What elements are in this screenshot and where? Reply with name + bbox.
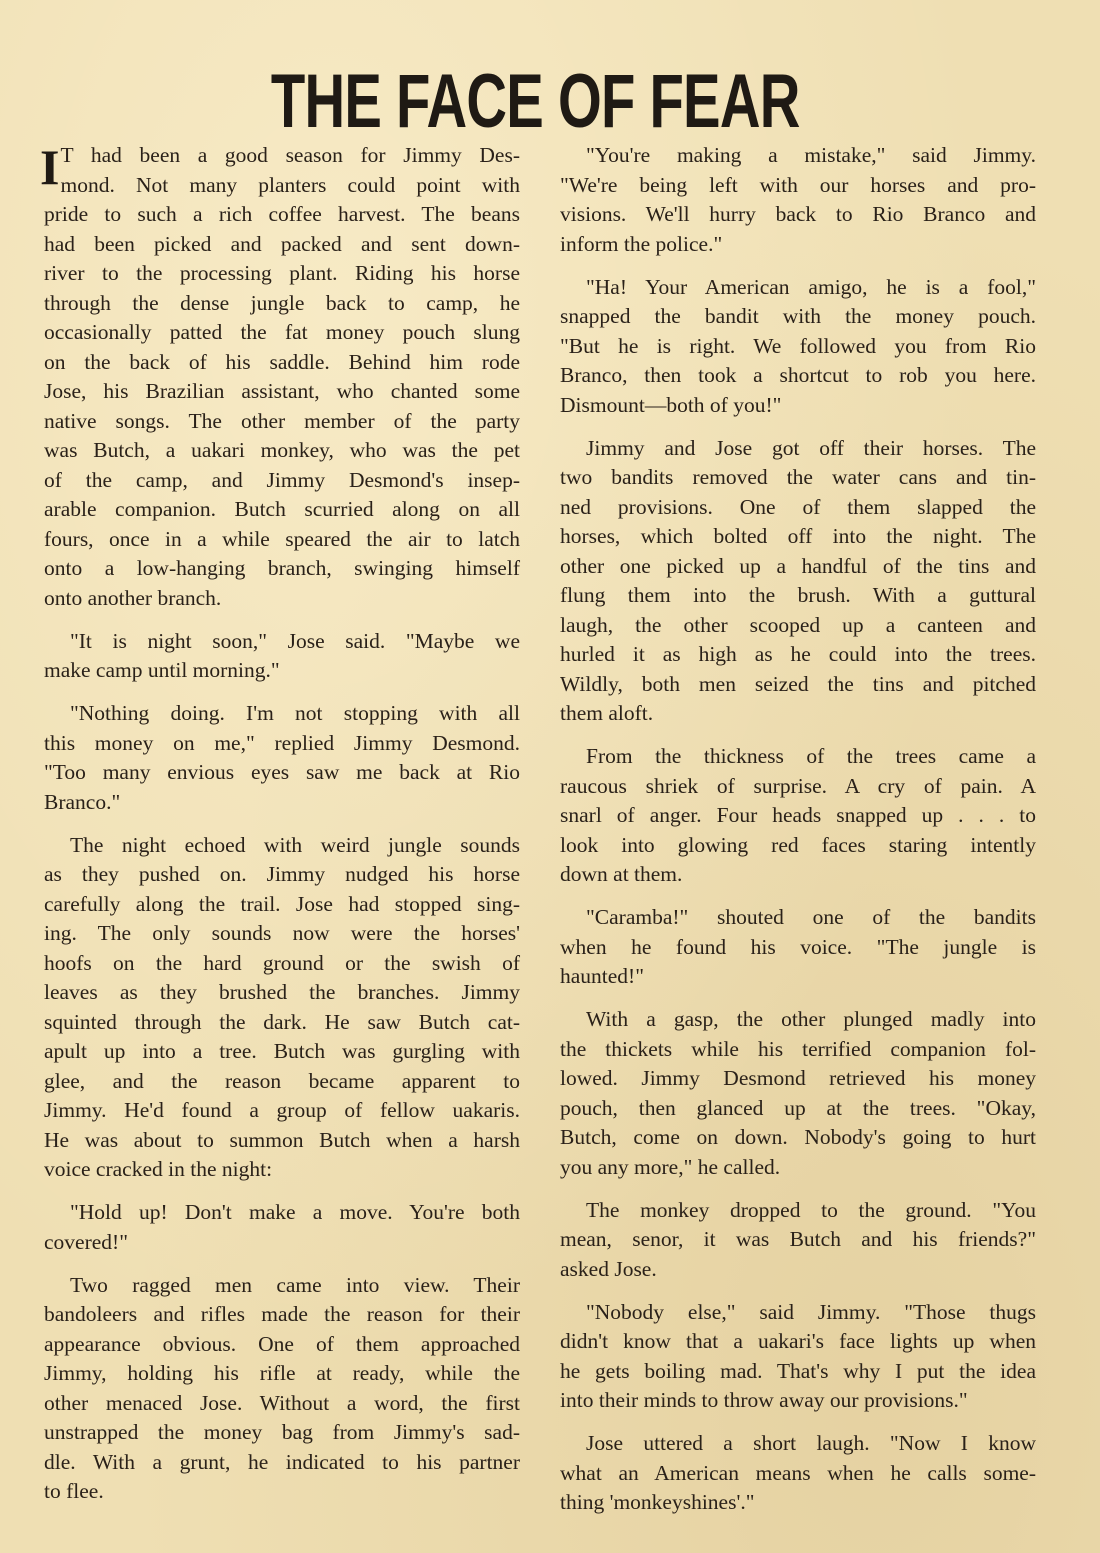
text-line: of the camp, and Jimmy Desmond's insep-	[44, 467, 520, 492]
text-line: Jimmy, holding his rifle at ready, while the	[44, 1361, 520, 1385]
text-line: through the dense jungle back to camp, he	[44, 290, 520, 315]
text-line: lowed. Jimmy Desmond retrieved his money	[560, 1066, 1036, 1090]
story-paragraph	[560, 903, 1036, 992]
text-line: on the back of his saddle. Behind him rode	[44, 349, 520, 374]
text-line: "Hold up! Don't make a move. You're both	[70, 1200, 520, 1224]
text-line: other menaced Jose. Without a word, the first	[44, 1390, 520, 1415]
text-line: native songs. The other member of the party	[44, 408, 520, 433]
text-line: mond. Not many planters could point with	[60, 172, 520, 197]
text-line: make camp until morning."	[44, 658, 280, 682]
text-line: look into glowing red faces staring intently	[560, 832, 1036, 857]
text-line: ned provisions. One of them slapped the	[560, 494, 1036, 519]
text-line: covered!"	[44, 1229, 128, 1254]
left-text-column	[40, 139, 520, 1520]
text-line: "You're making a mistake," said Jimmy.	[586, 143, 1036, 167]
story-paragraph	[560, 141, 1036, 259]
text-line: river to the processing plant. Riding his horse	[44, 261, 520, 285]
text-line: when he found his voice. "The jungle is	[560, 934, 1036, 959]
text-line: had been picked and packed and sent down-	[44, 231, 520, 256]
text-line: them aloft.	[560, 701, 654, 725]
text-line: onto another branch.	[44, 585, 222, 610]
text-line: arable companion. Butch scurried along on all	[44, 497, 520, 521]
text-line: "We're being left with our horses and pro-	[560, 172, 1036, 197]
story-paragraph	[44, 627, 520, 686]
text-line: to flee.	[44, 1479, 104, 1503]
text-line: he gets boiling mad. That's why I put the idea	[560, 1358, 1036, 1383]
text-line: two bandits removed the water cans and tin-	[560, 465, 1036, 489]
story-paragraph	[560, 434, 1036, 729]
text-line: thing 'monkeyshines'."	[560, 1490, 755, 1514]
text-line: visions. We'll hurry back to Rio Branco and	[560, 202, 1036, 226]
text-line: the thickets while his terrified companion fol-	[560, 1036, 1036, 1061]
text-line: "It is night soon," Jose said. "Maybe we	[70, 628, 520, 653]
text-line: "Ha! Your American amigo, he is a fool,"	[586, 274, 1036, 299]
story-paragraph	[44, 831, 520, 1185]
text-line: appearance obvious. One of them approached	[44, 1331, 520, 1356]
text-line: apult up into a tree. Butch was gurgling with	[44, 1039, 520, 1063]
text-line: flung them into the brush. With a guttural	[560, 583, 1036, 607]
story-paragraph	[44, 699, 520, 817]
text-line: glee, and the reason became apparent to	[44, 1068, 520, 1093]
text-line: asked Jose.	[560, 1256, 657, 1281]
text-line: From the thickness of the trees came a	[586, 744, 1036, 768]
text-line: dle. With a grunt, he indicated to his partner	[44, 1449, 520, 1474]
text-line: you any more," he called.	[560, 1154, 781, 1179]
text-line: fours, once in a while speared the air to latch	[44, 526, 520, 551]
story-paragraph	[44, 1271, 520, 1507]
text-line: occasionally patted the fat money pouch slung	[44, 320, 520, 344]
text-line: mean, senor, it was Butch and his friends?"	[560, 1227, 1036, 1251]
text-line: snapped the bandit with the money pouch.	[560, 304, 1036, 328]
story-paragraph	[560, 742, 1036, 890]
text-line: Jose uttered a short laugh. "Now I know	[586, 1431, 1036, 1455]
story-paragraph	[560, 1196, 1036, 1285]
story-paragraph	[40, 139, 520, 613]
text-line: Branco, then took a shortcut to rob you here.	[560, 363, 1036, 387]
text-line: into their minds to throw away our provisions."	[560, 1388, 968, 1412]
story-paragraph	[560, 1005, 1036, 1182]
text-line: haunted!"	[560, 964, 644, 988]
text-line: this money on me," replied Jimmy Desmond.	[44, 730, 520, 755]
story-paragraph	[560, 273, 1036, 421]
text-line: T had been a good season for Jimmy Des-	[60, 143, 520, 167]
text-line: Jimmy. He'd found a group of fellow uakaris.	[44, 1098, 520, 1122]
text-line: Jimmy and Jose got off their horses. The	[586, 435, 1036, 460]
text-line: "Nothing doing. I'm not stopping with all	[70, 701, 520, 725]
drop-cap: I	[40, 139, 60, 195]
text-line: "Nobody else," said Jimmy. "Those thugs	[586, 1299, 1036, 1324]
text-line: bandoleers and rifles made the reason for their	[44, 1302, 520, 1326]
text-line: what an American means when he calls some-	[560, 1460, 1036, 1485]
text-line: He was about to summon Butch when a harsh	[44, 1127, 520, 1152]
text-line: Branco."	[44, 789, 121, 814]
text-line: unstrapped the money bag from Jimmy's sad-	[44, 1420, 520, 1444]
text-line: "But he is right. We followed you from Rio	[560, 333, 1036, 358]
text-line: laugh, the other scooped up a canteen and	[560, 612, 1036, 637]
text-line: squinted through the dark. He saw Butch cat-	[44, 1009, 520, 1034]
story-title-text: THE FACE OF FEAR	[270, 59, 800, 144]
text-line: With a gasp, the other plunged madly into	[586, 1007, 1036, 1031]
text-line: inform the police."	[560, 231, 723, 256]
text-line: Jose, his Brazilian assistant, who chanted some	[44, 379, 520, 403]
text-line: snarl of anger. Four heads snapped up . . . to	[560, 803, 1036, 827]
text-line: Wildly, both men seized the tins and pitched	[560, 671, 1036, 696]
text-line: hoofs on the hard ground or the swish of	[44, 950, 520, 975]
text-line: carefully along the trail. Jose had stopped sing-	[44, 891, 520, 916]
story-title	[0, 58, 1070, 145]
text-line: hurled it as high as he could into the trees.	[560, 642, 1036, 666]
story-paragraph	[560, 1429, 1036, 1518]
text-line: Dismount—both of you!"	[560, 392, 782, 417]
text-line: Butch, come on down. Nobody's going to hurt	[560, 1125, 1036, 1149]
text-line: "Caramba!" shouted one of the bandits	[586, 905, 1036, 929]
text-line: The night echoed with weird jungle sounds	[70, 832, 520, 857]
text-line: down at them.	[560, 862, 683, 886]
text-line: The monkey dropped to the ground. "You	[586, 1197, 1036, 1222]
text-line: was Butch, a uakari monkey, who was the pet	[44, 438, 520, 462]
text-line: as they pushed on. Jimmy nudged his horse	[44, 862, 520, 886]
text-line: voice cracked in the night:	[44, 1157, 273, 1181]
text-line: pouch, then glanced up at the trees. "Okay,	[560, 1095, 1036, 1120]
story-paragraph	[44, 1198, 520, 1257]
text-line: raucous shriek of surprise. A cry of pain. A	[560, 773, 1036, 798]
text-line: horses, which bolted off into the night. The	[560, 524, 1036, 548]
right-text-column	[560, 141, 1036, 1531]
text-line: "Too many envious eyes saw me back at Rio	[44, 760, 520, 784]
text-line: didn't know that a uakari's face lights up when	[560, 1329, 1036, 1353]
text-line: pride to such a rich coffee harvest. The beans	[44, 202, 520, 226]
text-line: ing. The only sounds now were the horses'	[44, 921, 520, 945]
text-line: other one picked up a handful of the tins and	[560, 553, 1036, 578]
text-line: onto a low-hanging branch, swinging himself	[44, 556, 520, 580]
text-line: leaves as they brushed the branches. Jimmy	[44, 980, 520, 1004]
text-line: Two ragged men came into view. Their	[70, 1272, 520, 1297]
story-paragraph	[560, 1298, 1036, 1416]
